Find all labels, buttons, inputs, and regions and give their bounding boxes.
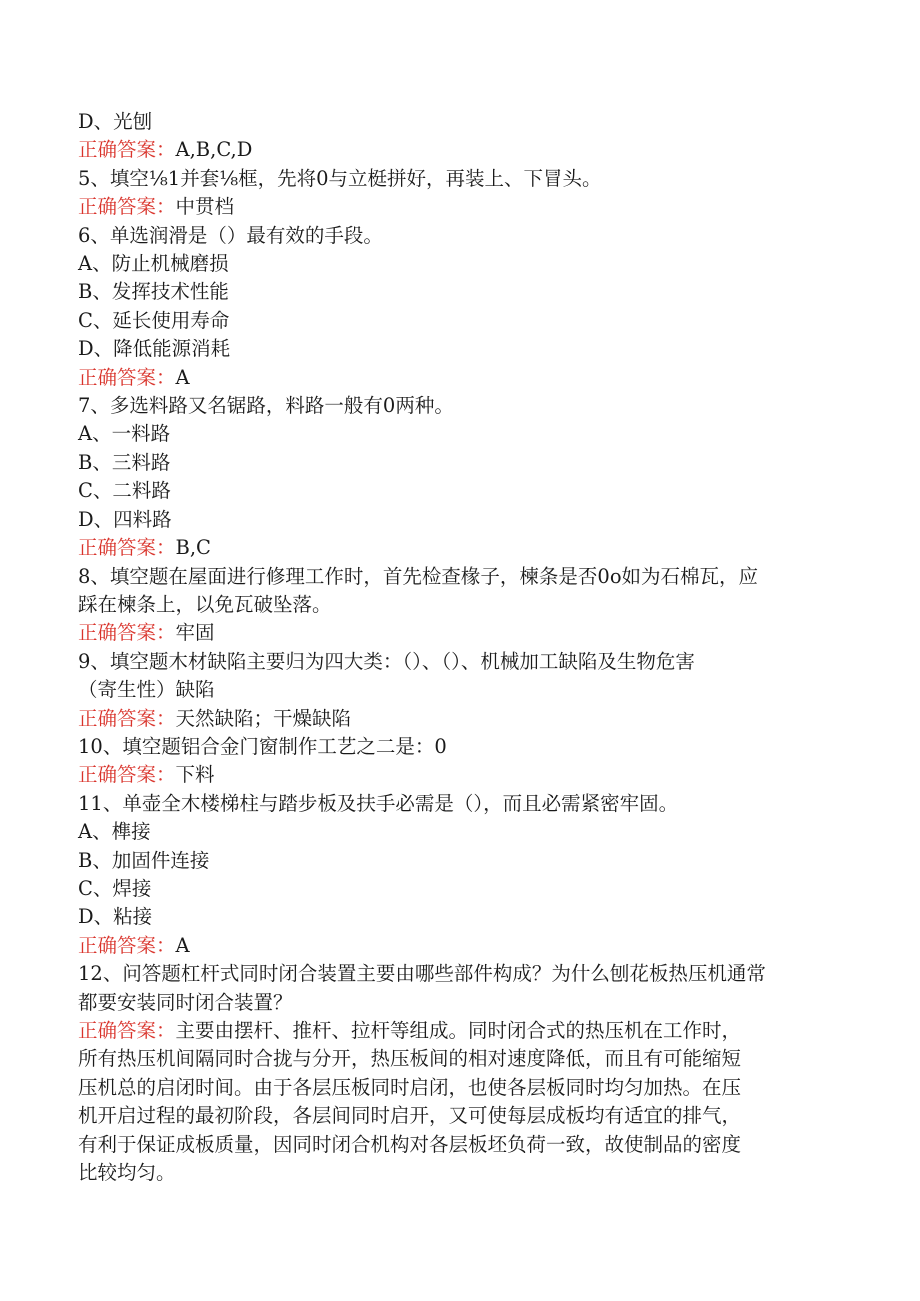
- answer-value: 主要由摆杆、推杆、拉杆等组成。同时闭合式的热压机在工作时，: [175, 1019, 742, 1042]
- answer-label: 正确答案：: [78, 933, 176, 957]
- question-text: 6、单选润滑是（）最有效的手段。: [78, 223, 383, 247]
- continuation-text: 压机总的启闭时间。由于各层压板同时启闭，也使各层板同时均匀加热。在压: [78, 1075, 742, 1099]
- answer-line: [78, 1017, 848, 1045]
- option-text: D、四料路: [78, 507, 172, 531]
- answer-label: 正确答案：: [78, 195, 176, 219]
- answer-label: 正确答案：: [78, 706, 176, 730]
- option-text: C、焊接: [78, 876, 152, 900]
- option-text: B、三料路: [78, 450, 171, 474]
- answer-value: A: [175, 933, 190, 957]
- answer-value: 牢固: [175, 621, 215, 645]
- answer-line: [78, 136, 848, 164]
- continuation-text: 都要安装同时闭合装置？: [78, 990, 293, 1014]
- question-text: 12、问答题杠杆式同时闭合装置主要由哪些部件构成？为什么刨花板热压机通常: [78, 962, 766, 986]
- question-text: 9、填空题木材缺陷主要归为四大类：（）、（）、机械加工缺陷及生物危害: [78, 649, 695, 673]
- continuation-text: 机开启过程的最初阶段，各层间同时启开，又可使每层成板均有适宜的排气，: [78, 1104, 742, 1128]
- option-text: B、发挥技术性能: [78, 280, 229, 304]
- option-text: A、榫接: [78, 820, 151, 844]
- answer-line: [78, 761, 848, 789]
- answer-label: 正确答案：: [78, 763, 176, 787]
- continuation-text: 所有热压机间隔同时合拢与分开，热压板间的相对速度降低，而且有可能缩短: [78, 1047, 742, 1071]
- question-text: 7、多选料路又名锯路，料路一般有0两种。: [78, 394, 454, 418]
- question-text: 10、填空题铝合金门窗制作工艺之二是：0: [78, 734, 447, 758]
- continuation-text: 有利于保证成板质量，因同时闭合机构对各层板坯负荷一致，故使制品的密度: [78, 1132, 742, 1156]
- continuation-text: （寄生性）缺陷: [78, 678, 215, 702]
- option-text: B、加固件连接: [78, 848, 210, 872]
- answer-line: [78, 364, 848, 392]
- answer-value: 中贯档: [175, 195, 235, 219]
- answer-value: B,C: [175, 536, 211, 560]
- continuation-text: 比较均匀。: [78, 1161, 176, 1185]
- option-text: C、延长使用寿命: [78, 308, 230, 332]
- question-list: [78, 108, 848, 1187]
- answer-value: 下料: [175, 763, 215, 787]
- answer-line: [78, 193, 848, 221]
- option-text: A、一料路: [78, 422, 171, 446]
- answer-label: 正确答案：: [78, 138, 176, 162]
- option-text: D、粘接: [78, 905, 153, 929]
- question-text: 8、填空题在屋面进行修理工作时，首先检查椽子，楝条是否0o如为石棉瓦，应: [78, 564, 759, 588]
- answer-label: 正确答案：: [78, 621, 176, 645]
- question-text: 11、单壶全木楼梯柱与踏步板及扶手必需是（），而且必需紧密牢固。: [78, 791, 679, 815]
- answer-line: [78, 619, 848, 647]
- question-text: 5、填空⅛1并套⅛框，先将0与立梃拼好，再装上、下冒头。: [78, 166, 602, 190]
- option-text: A、防止机械磨损: [78, 252, 229, 276]
- answer-label: 正确答案：: [78, 1019, 176, 1042]
- answer-value: 天然缺陷；干燥缺陷: [175, 706, 352, 730]
- answer-label: 正确答案：: [78, 365, 176, 389]
- answer-label: 正确答案：: [78, 536, 176, 560]
- option-text: D、光刨: [78, 110, 153, 133]
- answer-value: A: [175, 365, 190, 389]
- answer-line: [78, 534, 848, 562]
- option-text: D、降低能源消耗: [78, 337, 231, 361]
- answer-line: [78, 705, 848, 733]
- continuation-text: 踩在楝条上，以免瓦破坠落。: [78, 592, 332, 616]
- answer-value: A,B,C,D: [175, 138, 253, 162]
- option-text: C、二料路: [78, 479, 171, 503]
- answer-line: [78, 932, 848, 960]
